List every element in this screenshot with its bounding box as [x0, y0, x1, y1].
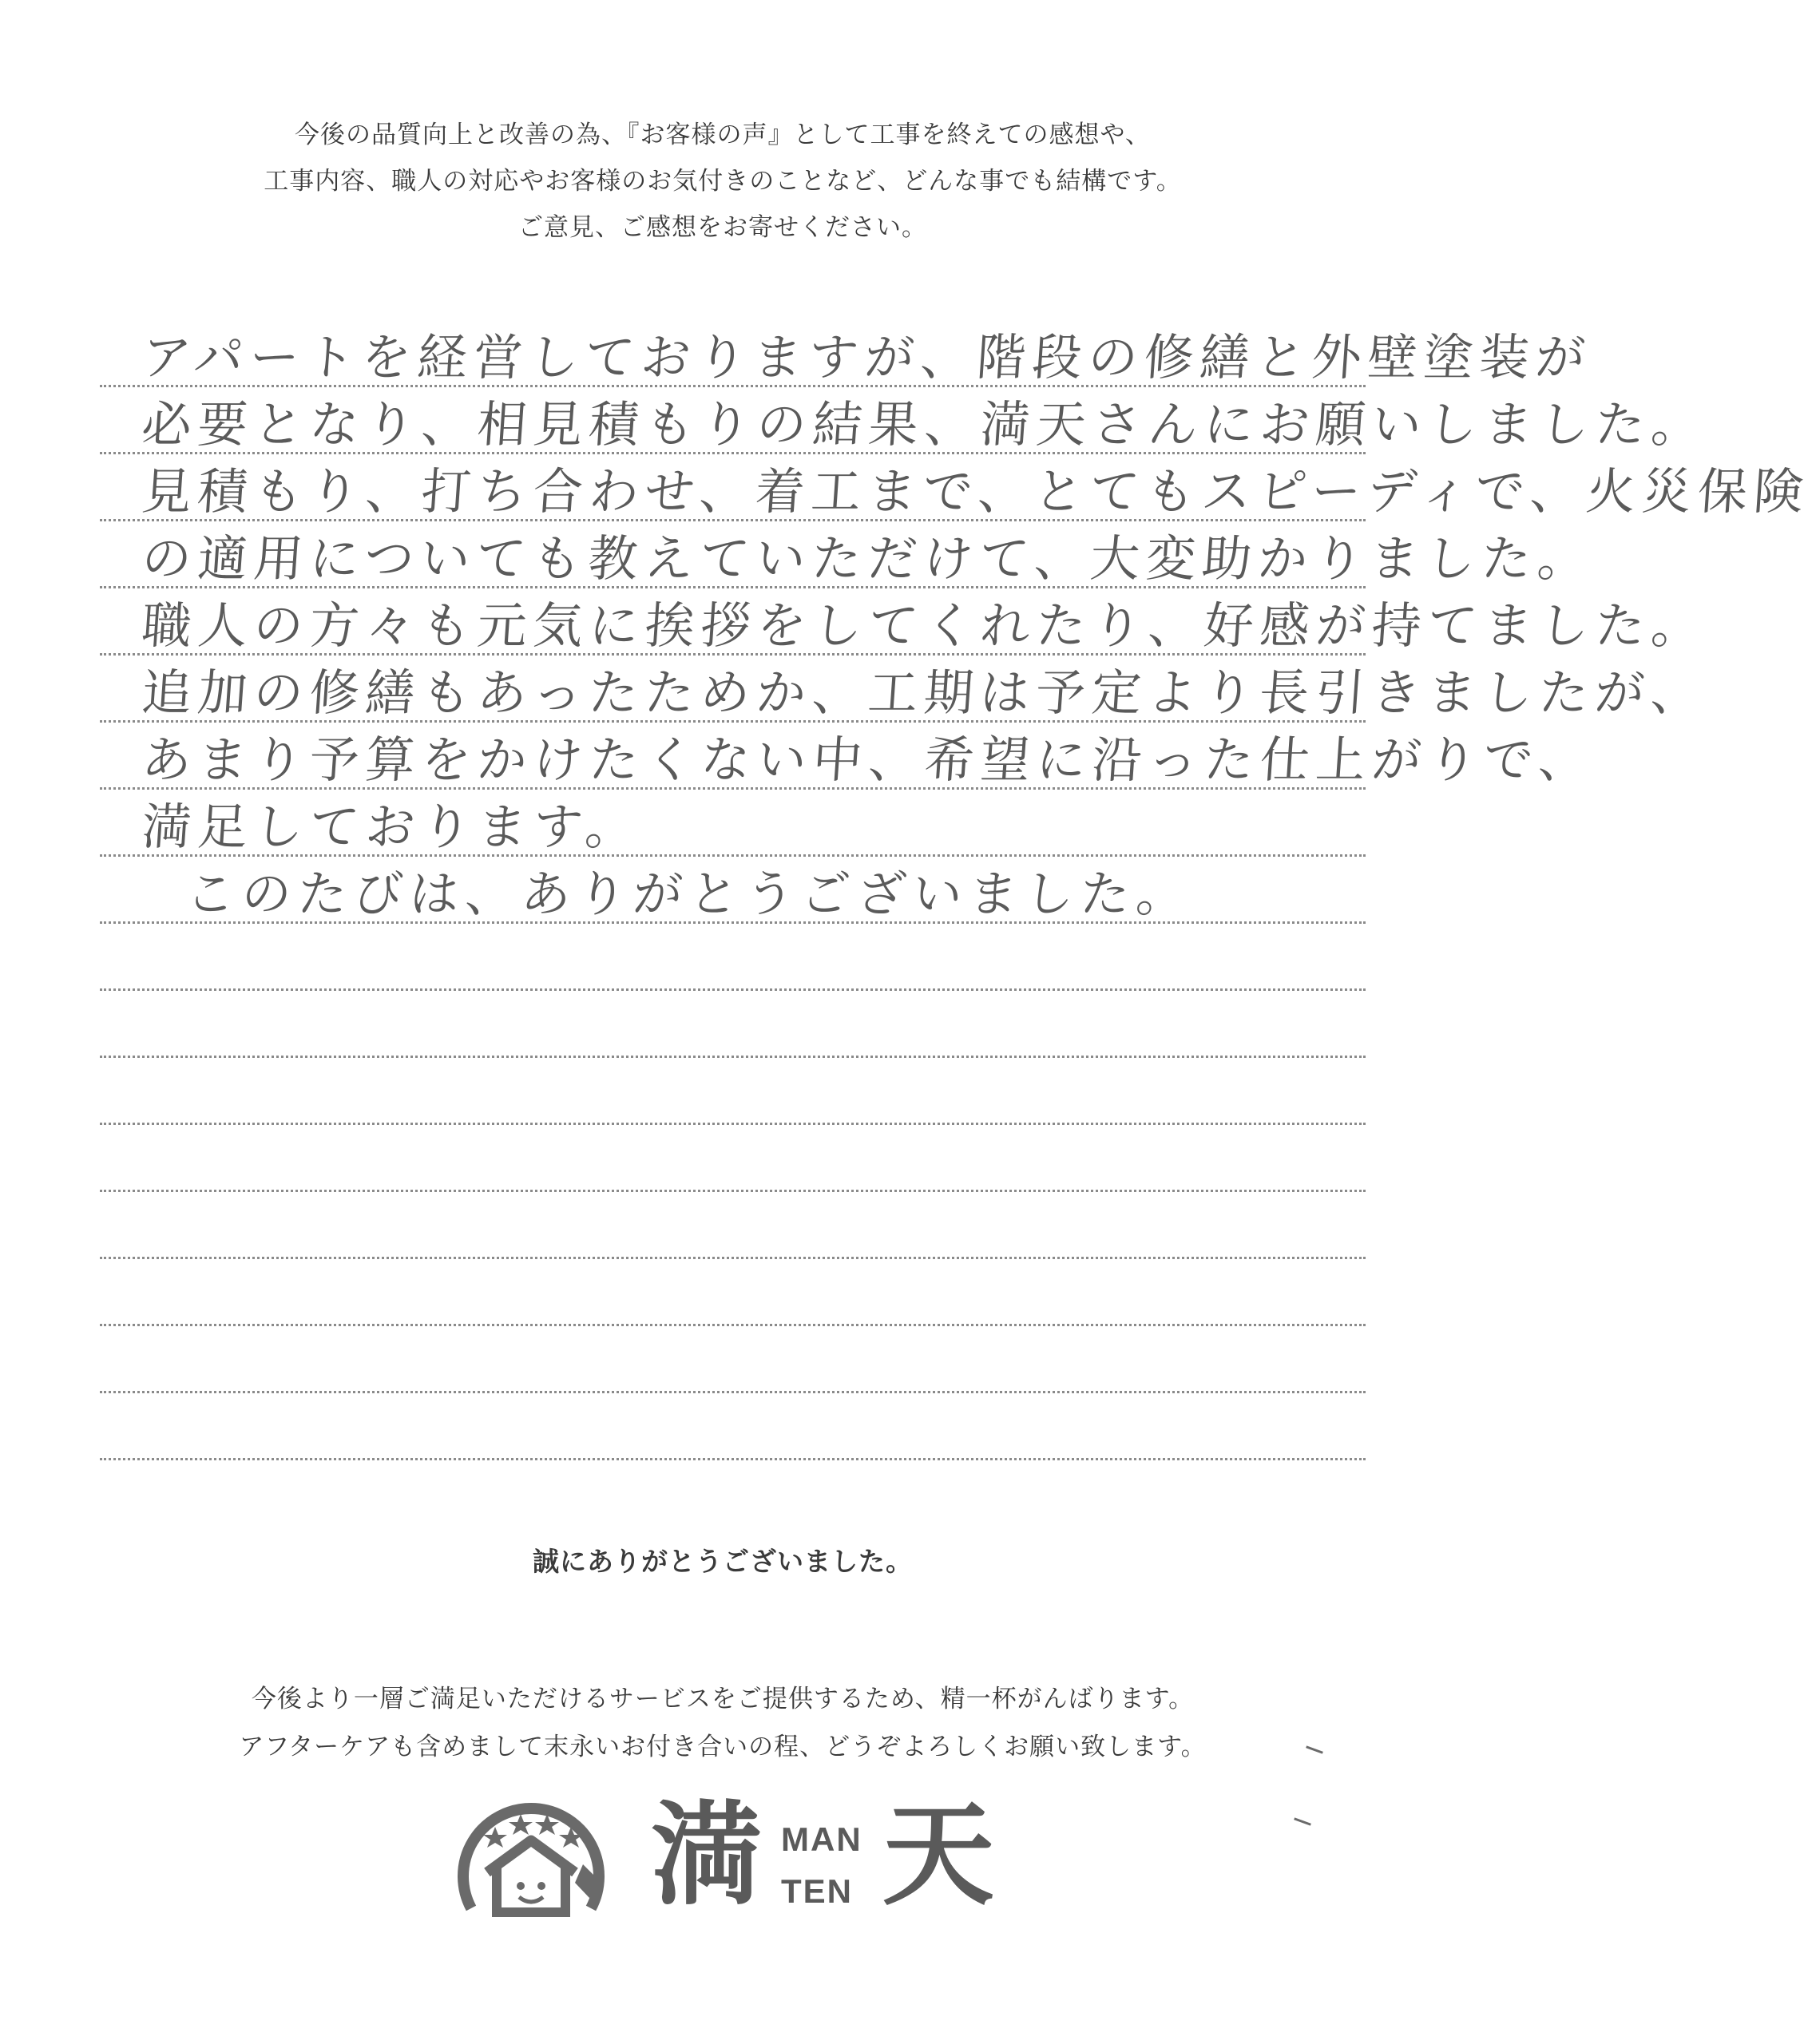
- ruled-line: [100, 1056, 1366, 1058]
- handwritten-line-9: このたびは、ありがとうございました。: [184, 865, 1195, 923]
- ruled-line: [100, 1391, 1366, 1393]
- ruled-line: [100, 1190, 1366, 1192]
- intro-line-3: ご意見、ご感想をお寄せください。: [518, 213, 927, 242]
- thanks-heading: 誠にありがとうございました。: [533, 1546, 913, 1577]
- logo-kanji-ten: 天: [882, 1791, 995, 1921]
- ruled-line: [100, 988, 1366, 991]
- ruled-line: [100, 1324, 1366, 1326]
- logo-sub-man: MAN: [781, 1820, 862, 1858]
- intro-line-2: 工事内容、職人の対応やお客様のお気付きのことなど、どんな事でも結構です。: [264, 167, 1182, 196]
- handwritten-line-2: 必要となり、相見積もりの結果、満天さんにお願いしました。: [140, 395, 1710, 454]
- handwritten-line-4: の適用についても教えていただけて、大変助かりました。: [140, 529, 1596, 588]
- handwritten-line-6: 追加の修繕もあったためか、工期は予定より長引きましたが、: [140, 664, 1709, 722]
- company-logo: [447, 1788, 995, 1924]
- logo-kanji-man: 満: [651, 1791, 763, 1921]
- closing-text: [0, 1675, 1445, 1771]
- ruled-line: [100, 1123, 1366, 1125]
- house-with-stars-icon: [447, 1788, 615, 1924]
- ruled-line: [100, 1257, 1366, 1259]
- handwritten-line-5: 職人の方々も元気に挨拶をしてくれたり、好感が持てました。: [140, 596, 1710, 655]
- handwritten-line-8: 満足しております。: [140, 798, 644, 856]
- closing-line-1: 今後より一層ご満足いただけるサービスをご提供するため、精一杯がんばります。: [251, 1685, 1195, 1713]
- handwritten-line-1: アパートを経営しておりますが、階段の修繕と外壁塗装が: [140, 328, 1594, 386]
- closing-line-2: アフターケアも含めまして末永いお付き合いの程、どうぞよろしくお願い致します。: [239, 1733, 1207, 1761]
- logo-sub-ten: TEN: [781, 1872, 853, 1910]
- handwritten-line-3: 見積もり、打ち合わせ、着工まで、とてもスピーディで、火災保険: [140, 462, 1812, 521]
- intro-line-1: 今後の品質向上と改善の為、『お客様の声』として工事を終えての感想や、: [295, 121, 1151, 149]
- handwritten-line-7: あまり予算をかけたくない中、希望に沿った仕上がりで、: [140, 731, 1597, 789]
- ruled-line: [100, 1458, 1366, 1460]
